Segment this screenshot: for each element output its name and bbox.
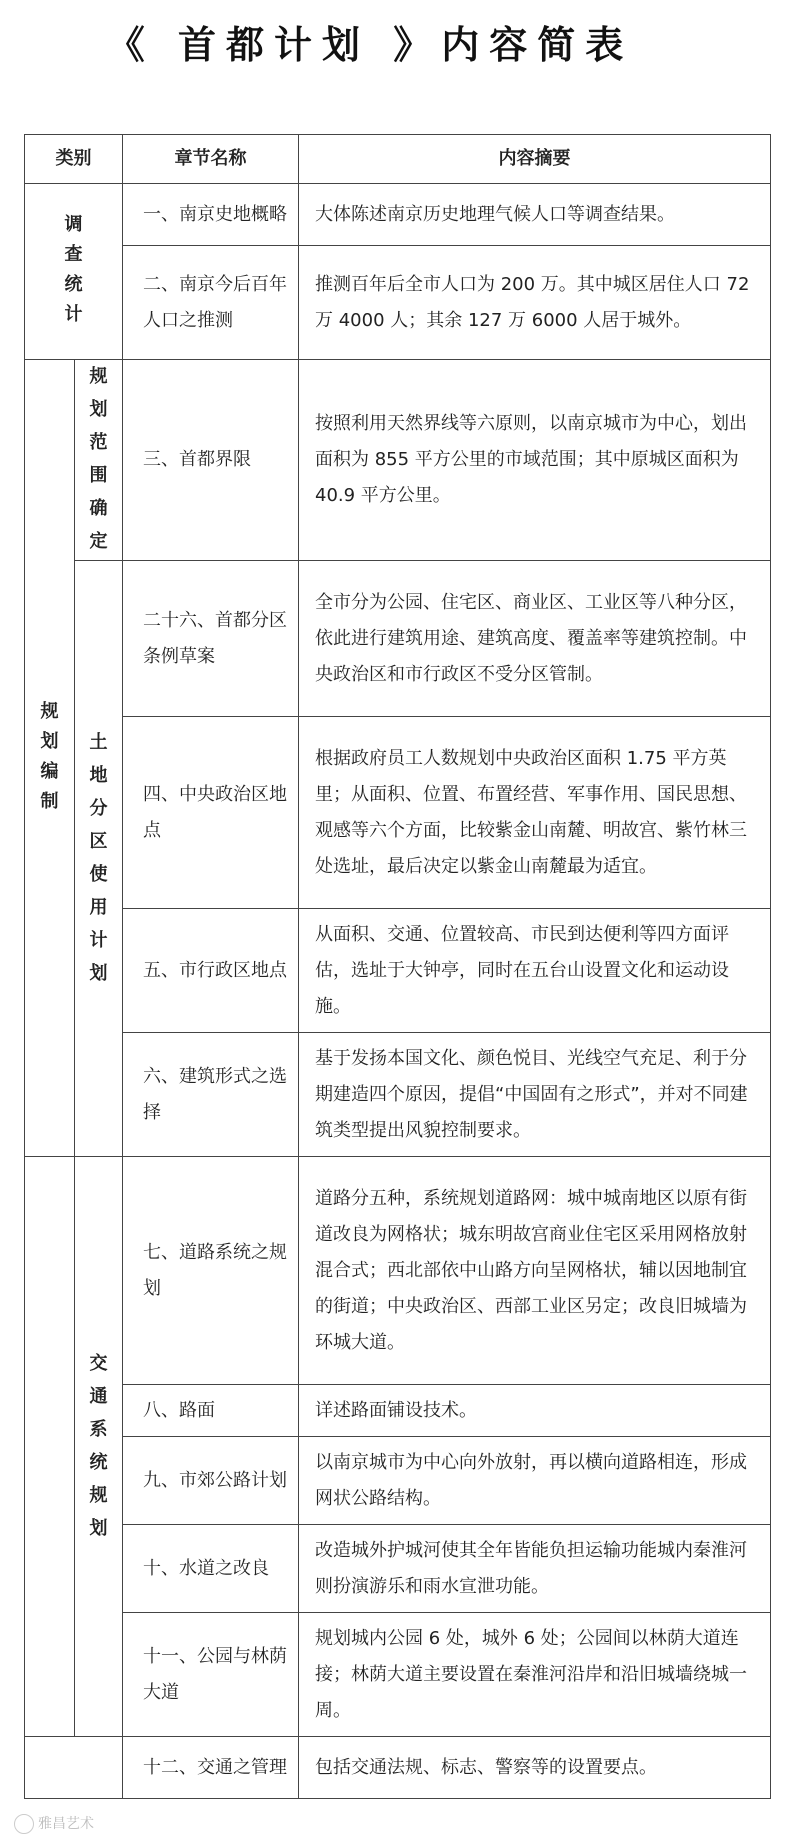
content-table xyxy=(24,134,771,1799)
summary-cell: 按照利用天然界线等六原则，以南京城市为中心，划出面积为 855 平方公里的市域范围；其中原城区面积为 40.9 平方公里。 xyxy=(299,360,771,561)
group-landuse xyxy=(75,561,123,1157)
chapter-cell: 二十六、首都分区条例草案 xyxy=(123,561,299,717)
group-survey-label: 调查统计 xyxy=(64,214,83,325)
group-traffic-label: 交通系统规划 xyxy=(89,1352,108,1539)
summary-cell: 推测百年后全市人口为 200 万。其中城区居住人口 72 万 4000 人；其余 127 万 6000 人居于城外。 xyxy=(299,246,771,360)
chapter-cell: 五、市行政区地点 xyxy=(123,909,299,1033)
summary-cell: 包括交通法规、标志、警察等的设置要点。 xyxy=(299,1737,771,1799)
summary-cell: 从面积、交通、位置较高、市民到达便利等四方面评估，选址于大钟亭，同时在五台山设置文化和运动设施。 xyxy=(299,909,771,1033)
chapter-cell: 六、建筑形式之选择 xyxy=(123,1033,299,1157)
summary-cell: 全市分为公园、住宅区、商业区、工业区等八种分区，依此进行建筑用途、建筑高度、覆盖率等建筑控制。中央政治区和市行政区不受分区管制。 xyxy=(299,561,771,717)
group-survey xyxy=(25,184,123,360)
chapter-cell: 三、首都界限 xyxy=(123,360,299,561)
summary-cell: 基于发扬本国文化、颜色悦目、光线空气充足、利于分期建造四个原因，提倡“中国固有之形式”，并对不同建筑类型提出风貌控制要求。 xyxy=(299,1033,771,1157)
header-category: 类别 xyxy=(25,135,123,184)
chapter-cell: 一、南京史地概略 xyxy=(123,184,299,246)
table-row xyxy=(25,184,771,246)
table-row xyxy=(25,1385,771,1437)
watermark-text: 雅昌艺术 xyxy=(38,1816,94,1832)
summary-cell: 规划城内公园 6 处，城外 6 处；公园间以林荫大道连接；林荫大道主要设置在秦淮河沿岸和沿旧城墙绕城一周。 xyxy=(299,1613,771,1737)
table-row xyxy=(25,246,771,360)
table-row xyxy=(25,1157,771,1385)
watermark xyxy=(14,1813,94,1834)
table-row xyxy=(25,1525,771,1613)
header-chapter: 章节名称 xyxy=(123,135,299,184)
chapter-cell: 四、中央政治区地点 xyxy=(123,717,299,909)
group-landuse-label: 土地分区使用计划 xyxy=(89,731,108,984)
chapter-cell: 七、道路系统之规划 xyxy=(123,1157,299,1385)
table-row xyxy=(25,1613,771,1737)
chapter-cell: 八、路面 xyxy=(123,1385,299,1437)
watermark-logo-icon xyxy=(14,1814,34,1834)
chapter-cell: 二、南京今后百年人口之推测 xyxy=(123,246,299,360)
summary-cell: 以南京城市为中心向外放射，再以横向道路相连，形成网状公路结构。 xyxy=(299,1437,771,1525)
chapter-cell: 十、水道之改良 xyxy=(123,1525,299,1613)
summary-cell: 根据政府员工人数规划中央政治区面积 1.75 平方英里；从面积、位置、布置经营、军事作用、国民思想、观感等六个方面，比较紫金山南麓、明故宫、紫竹林三处选址，最后决定以紫金山南麓最为适宜。 xyxy=(299,717,771,909)
chapter-cell: 九、市郊公路计划 xyxy=(123,1437,299,1525)
chapter-cell: 十一、公园与林荫大道 xyxy=(123,1613,299,1737)
table-row xyxy=(25,360,771,561)
group-planning-label: 规划编制 xyxy=(40,700,59,812)
empty-category-cell xyxy=(25,1737,123,1799)
chapter-cell: 十二、交通之管理 xyxy=(123,1737,299,1799)
group-scope-label: 规划范围确定 xyxy=(89,366,108,552)
group-traffic-spacer xyxy=(25,1157,75,1737)
summary-cell: 详述路面铺设技术。 xyxy=(299,1385,771,1437)
table-row xyxy=(25,561,771,717)
summary-cell: 改造城外护城河使其全年皆能负担运输功能城内秦淮河则扮演游乐和雨水宣泄功能。 xyxy=(299,1525,771,1613)
summary-cell: 道路分五种，系统规划道路网：城中城南地区以原有街道改良为网格状；城东明故宫商业住宅区采用网格放射混合式；西北部依中山路方向呈网格状，辅以因地制宜的街道；中央政治区、西部工业区另定；改良旧城墙为环城大道。 xyxy=(299,1157,771,1385)
table-row xyxy=(25,1737,771,1799)
table-row xyxy=(25,1033,771,1157)
group-scope xyxy=(75,360,123,561)
group-planning xyxy=(25,360,75,1157)
header-summary: 内容摘要 xyxy=(299,135,771,184)
summary-cell: 大体陈述南京历史地理气候人口等调查结果。 xyxy=(299,184,771,246)
table-header-row xyxy=(25,135,771,184)
table-row xyxy=(25,909,771,1033)
page-title: 《 首都计划 》内容简表 xyxy=(106,23,634,67)
group-traffic xyxy=(75,1157,123,1737)
table-row xyxy=(25,717,771,909)
table-row xyxy=(25,1437,771,1525)
